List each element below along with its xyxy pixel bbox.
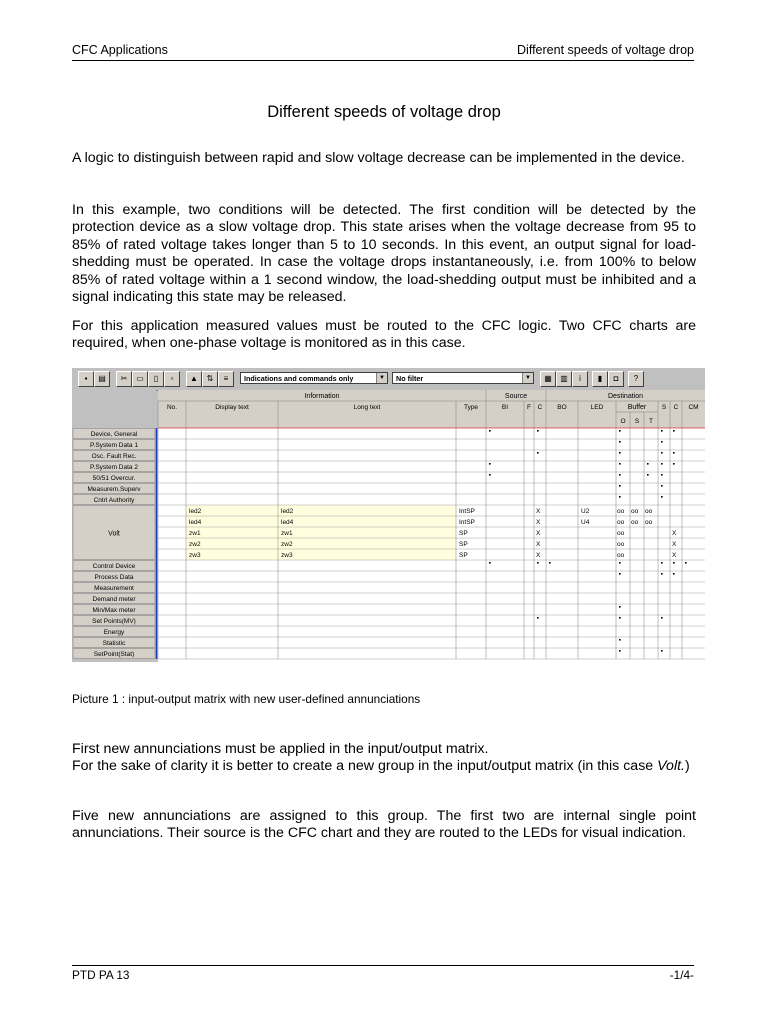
matrix-mark — [619, 430, 621, 432]
group-label: Measurem.Superv — [87, 486, 141, 493]
group-label: Osc. Fault Rec. — [91, 453, 137, 460]
column-header-led: LED — [590, 404, 604, 411]
volt-long-text: zw2 — [281, 541, 293, 548]
volt-long-text: zw3 — [281, 552, 293, 559]
paragraph-first-new: First new annunciations must be applied in the input/output matrix. — [72, 741, 489, 757]
chevron-down-icon[interactable]: ▼ — [522, 373, 533, 383]
header-destination: Destination — [607, 393, 644, 400]
volt-long-text: led4 — [281, 519, 294, 526]
volt-cfc-mark: X — [536, 552, 541, 559]
insert-icon[interactable]: ▲ — [186, 371, 202, 387]
matrix-mark — [661, 463, 663, 465]
group-label: Min/Max meter — [92, 607, 136, 614]
volt-type: SP — [459, 552, 468, 559]
volt-type: SP — [459, 541, 468, 548]
footer-right: -1/4- — [669, 968, 694, 982]
column-header-s2: S — [634, 418, 640, 425]
matrix-mark — [673, 452, 675, 454]
page-header — [72, 42, 694, 61]
volt-buffer-o: oo — [617, 519, 625, 526]
column-header-bo: BO — [557, 404, 567, 411]
matrix-mark — [619, 562, 621, 564]
column-header-bi: BI — [501, 404, 509, 411]
matrix-mark — [685, 562, 687, 564]
volt-display-text: led2 — [189, 508, 202, 515]
paragraph-five-new: Five new annunciations are assigned to this group. The first two are internal single point annunciations. Their source is the CFC chart and they are routed to the LEDs for visual indication. — [72, 808, 696, 842]
copy-icon[interactable]: ▭ — [132, 371, 148, 387]
paragraph-application: For this application measured values must be routed to the CFC logic. Two CFC charts are required, when one-phase voltage is monitored as in this case. — [72, 318, 696, 352]
matrix-mark — [661, 430, 663, 432]
group-label: SetPoint(Stat) — [93, 651, 135, 658]
column-header-c2: C — [673, 404, 679, 411]
column-header-cm: CM — [688, 404, 699, 411]
volt-cfc-mark: X — [536, 508, 541, 515]
group-label: P.System Data 1 — [90, 442, 138, 449]
filter-combo-1-value: Indications and commands only — [244, 374, 354, 383]
filter-combo-1[interactable] — [240, 372, 388, 384]
column-header-long: Long text — [353, 404, 381, 411]
volt-cfc-dest: X — [672, 530, 677, 537]
matrix-mark — [661, 452, 663, 454]
header-left: CFC Applications — [72, 43, 168, 57]
matrix-mark — [661, 474, 663, 476]
matrix-mark — [619, 496, 621, 498]
matrix-mark — [673, 562, 675, 564]
column-header-display: Display text — [215, 404, 249, 411]
matrix-mark — [537, 452, 539, 454]
paragraph-example: In this example, two conditions will be detected. The first condition will be detected by the protection device as a slow voltage drop. This state arises when the voltage decrease from 95 to 85% of rated voltage takes longer than 5 to 10 seconds. In this event, an output signal for load-shedding must be operated. In case the voltage drops instantaneously, i.e. from 100% to below 85% of rated voltage within a 1 second window, the load-shedding output must be inhibited and a signal indicating this state may be released. — [72, 202, 696, 306]
paste-icon[interactable]: ▯ — [148, 371, 164, 387]
column-header-type: Type — [463, 404, 479, 411]
group-label: Device, General — [90, 431, 138, 438]
matrix-mark — [619, 639, 621, 641]
volt-type: SP — [459, 530, 468, 537]
matrix-mark — [537, 430, 539, 432]
group-label: Demand meter — [92, 596, 136, 603]
filter-combo-2[interactable] — [392, 372, 534, 384]
volt-display-text: led4 — [189, 519, 202, 526]
paragraph-intro: A logic to distinguish between rapid and slow voltage decrease can be implemented in the device. — [72, 150, 685, 166]
volt-buffer-o: oo — [617, 541, 625, 548]
filter-icon[interactable]: ≡ — [218, 371, 234, 387]
io-matrix-screenshot — [72, 368, 705, 662]
help-icon[interactable]: ? — [628, 371, 644, 387]
delete-icon[interactable]: ▫ — [164, 371, 180, 387]
matrix-mark — [661, 485, 663, 487]
page-title: Different speeds of voltage drop — [267, 103, 501, 121]
matrix-mark — [673, 573, 675, 575]
column-header-t: T — [649, 418, 653, 425]
column-header-f: F — [527, 404, 531, 411]
matrix-mark — [619, 573, 621, 575]
cut-icon[interactable]: ✂ — [116, 371, 132, 387]
matrix-mark — [619, 441, 621, 443]
volt-buffer-t: oo — [645, 519, 653, 526]
paragraph-clarity-text: For the sake of clarity it is better to create a new group in the input/output matrix (in this case Volt.) — [72, 758, 690, 774]
volt-cfc-mark: X — [536, 541, 541, 548]
volt-long-text: zw1 — [281, 530, 293, 537]
matrix-mark — [537, 617, 539, 619]
volt-buffer-o: oo — [617, 508, 625, 515]
volt-type: IntSP — [459, 508, 475, 515]
column-header-s: S — [661, 404, 667, 411]
filter-combo-2-value: No filter — [396, 374, 424, 383]
page-footer — [72, 965, 694, 982]
column-header-o: O — [620, 418, 626, 425]
matrix-mark — [661, 573, 663, 575]
group-label: P.System Data 2 — [90, 464, 138, 471]
column-header-c: C — [537, 404, 543, 411]
volt-display-text: zw2 — [189, 541, 201, 548]
matrix-mark — [489, 463, 491, 465]
group-label: Statistic — [102, 640, 126, 647]
matrix-mark — [489, 474, 491, 476]
binary-icon[interactable]: ▮ — [592, 371, 608, 387]
matrix-mark — [537, 562, 539, 564]
volt-buffer-s: oo — [631, 519, 639, 526]
matrix-mark — [673, 463, 675, 465]
matrix-mark — [489, 562, 491, 564]
view-grid-icon[interactable]: ▦ — [540, 371, 556, 387]
matrix-mark — [661, 650, 663, 652]
info-icon[interactable]: i — [572, 371, 588, 387]
volt-buffer-t: oo — [645, 508, 653, 515]
matrix-mark — [489, 430, 491, 432]
volt-type: IntSP — [459, 519, 475, 526]
save-icon[interactable]: ▪ — [78, 371, 94, 387]
matrix-mark — [549, 562, 551, 564]
volt-cfc-mark: X — [536, 530, 541, 537]
volt-led: U2 — [581, 508, 590, 515]
volt-buffer-o: oo — [617, 530, 625, 537]
matrix-mark — [647, 463, 649, 465]
matrix-toolbar — [72, 368, 705, 391]
matrix-mark — [661, 562, 663, 564]
chevron-down-icon[interactable]: ▼ — [376, 373, 387, 383]
matrix-mark — [619, 463, 621, 465]
group-label: Measurement — [94, 585, 134, 592]
matrix-mark — [661, 617, 663, 619]
sort-icon[interactable]: ⇅ — [202, 371, 218, 387]
print-icon[interactable]: ▤ — [94, 371, 110, 387]
matrix-mark — [647, 474, 649, 476]
view-list-icon[interactable]: ▥ — [556, 371, 572, 387]
matrix-mark — [661, 441, 663, 443]
group-label: Control Device — [92, 563, 136, 570]
matrix-mark — [619, 474, 621, 476]
volt-cfc-dest: X — [672, 541, 677, 548]
matrix-mark — [619, 650, 621, 652]
column-header-no: No. — [166, 404, 178, 411]
matrix-mark — [619, 452, 621, 454]
volt-led: U4 — [581, 519, 590, 526]
led-icon[interactable]: ◘ — [608, 371, 624, 387]
header-source: Source — [504, 393, 528, 400]
header-buffer: Buffer — [627, 404, 647, 411]
volt-display-text: zw3 — [189, 552, 201, 559]
group-label: Cntrl Authority — [93, 497, 135, 504]
volt-group-name: Volt. — [657, 758, 685, 774]
volt-buffer-s: oo — [631, 508, 639, 515]
paragraph-clarity — [72, 758, 696, 775]
matrix-mark — [673, 430, 675, 432]
header-information: Information — [304, 393, 340, 400]
group-label: 50/51 Overcur. — [92, 475, 136, 482]
volt-buffer-o: oo — [617, 552, 625, 559]
matrix-mark — [619, 485, 621, 487]
matrix-grid — [72, 390, 705, 662]
volt-display-text: zw1 — [189, 530, 201, 537]
group-label: Set Points(MV) — [92, 618, 136, 625]
group-label: Energy — [103, 629, 125, 636]
group-label: Process Data — [94, 574, 134, 581]
matrix-mark — [661, 496, 663, 498]
volt-rows-highlight — [186, 505, 456, 560]
footer-left: PTD PA 13 — [72, 968, 130, 982]
volt-cfc-mark: X — [536, 519, 541, 526]
figure-caption: Picture 1 : input-output matrix with new user-defined annunciations — [72, 692, 421, 706]
matrix-mark — [619, 617, 621, 619]
group-label-volt: Volt — [108, 530, 120, 538]
volt-long-text: led2 — [281, 508, 294, 515]
volt-cfc-dest: X — [672, 552, 677, 559]
header-right: Different speeds of voltage drop — [517, 43, 694, 57]
matrix-mark — [619, 606, 621, 608]
